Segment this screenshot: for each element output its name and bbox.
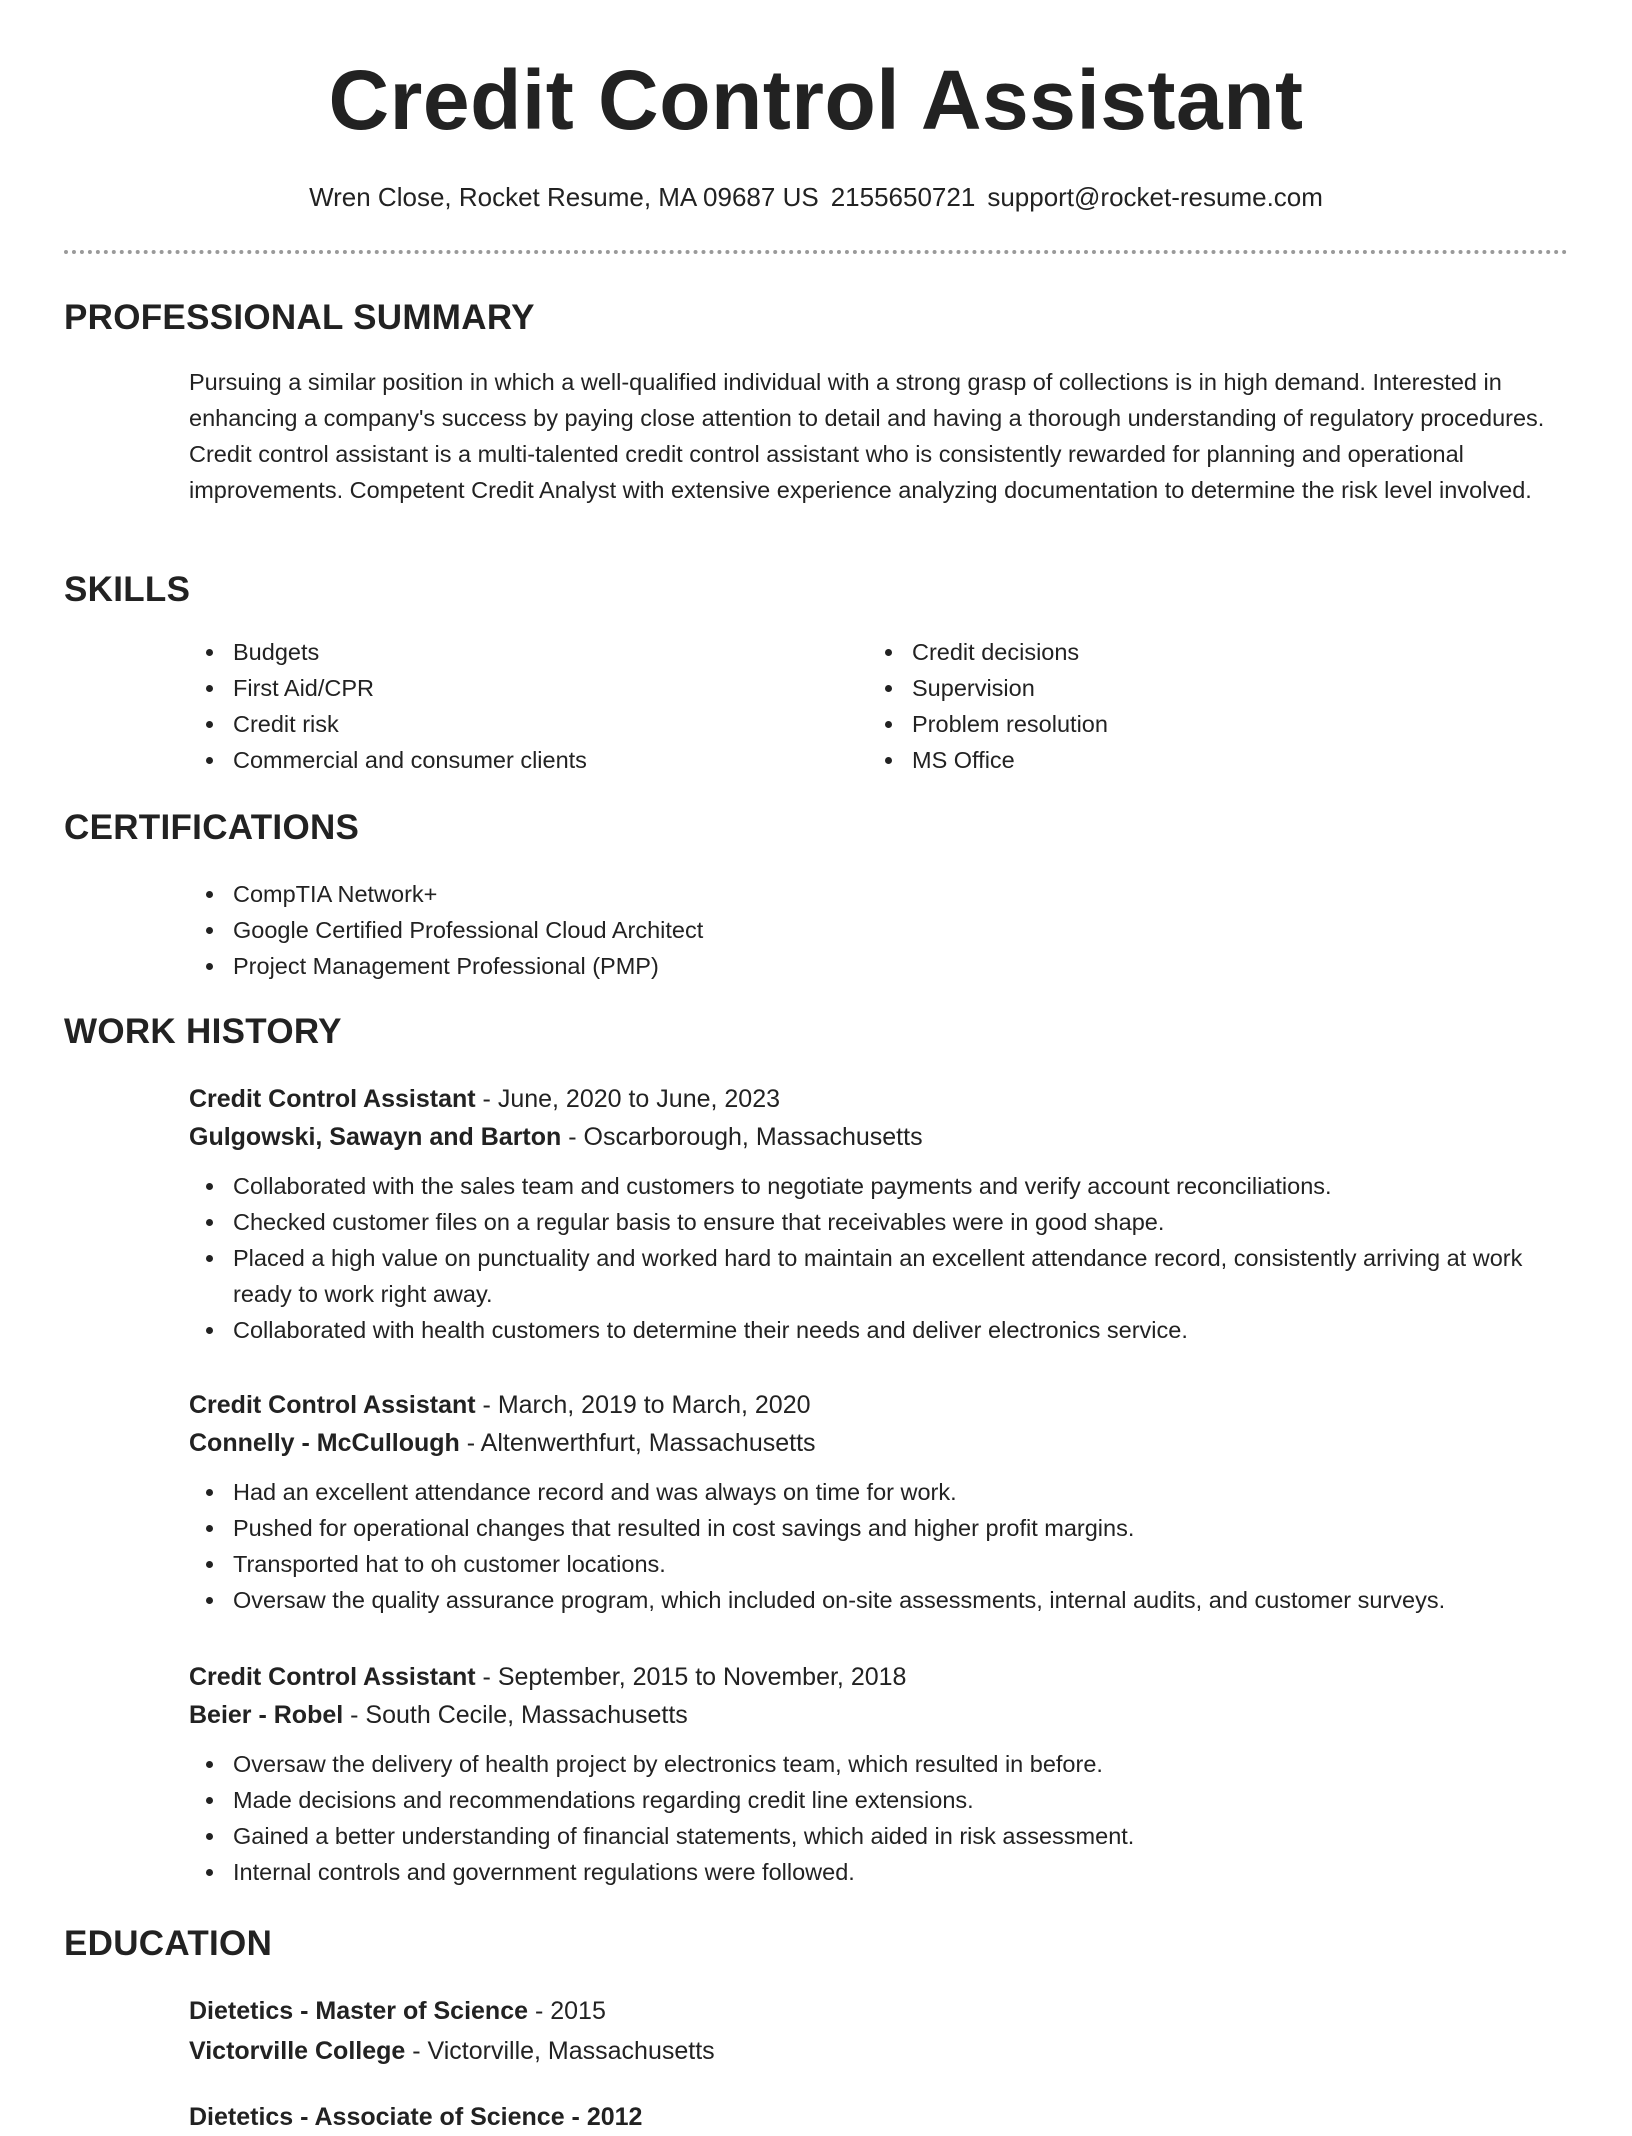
job-title-line xyxy=(189,1658,1569,1696)
education-degree-line-partial: Dietetics - Associate of Science - 2012 xyxy=(189,2103,643,2131)
education-degree-line xyxy=(189,1992,1569,2030)
contact-line xyxy=(0,182,1632,213)
job-company: Gulgowski, Sawayn and Barton xyxy=(189,1123,562,1151)
job-bullet: Placed a high value on punctuality and worked hard to maintain an excellent attendance record, consistently arriving at work ready to work right away. xyxy=(189,1240,1569,1312)
skill-item: Supervision xyxy=(868,670,1468,706)
certification-item: Project Management Professional (PMP) xyxy=(189,948,1569,984)
job-bullet: Gained a better understanding of financial statements, which aided in risk assessment. xyxy=(189,1818,1569,1854)
skill-item: Commercial and consumer clients xyxy=(189,742,789,778)
job-bullets xyxy=(189,1168,1569,1348)
education-location: - Victorville, Massachusetts xyxy=(405,2037,715,2065)
education-heading: EDUCATION xyxy=(64,1924,273,1963)
certification-item: Google Certified Professional Cloud Architect xyxy=(189,912,1569,948)
skill-item: Credit decisions xyxy=(868,634,1468,670)
contact-phone: 2155650721 xyxy=(830,182,976,212)
job-bullet: Oversaw the delivery of health project by electronics team, which resulted in before. xyxy=(189,1746,1569,1782)
job-dates: - June, 2020 to June, 2023 xyxy=(475,1085,781,1113)
job-entry xyxy=(189,1658,1569,1890)
skill-item: Credit risk xyxy=(189,706,789,742)
job-bullet: Collaborated with health customers to determine their needs and deliver electronics service. xyxy=(189,1312,1569,1348)
job-location: - Altenwerthfurt, Massachusetts xyxy=(459,1429,816,1457)
job-title-line xyxy=(189,1386,1569,1424)
job-location: - Oscarborough, Massachusetts xyxy=(561,1123,923,1151)
job-company-line xyxy=(189,1118,1569,1156)
job-role: Credit Control Assistant xyxy=(189,1663,476,1691)
education-school-line xyxy=(189,2032,1569,2070)
job-bullet: Pushed for operational changes that resulted in cost savings and higher profit margins. xyxy=(189,1510,1569,1546)
job-company-line xyxy=(189,1424,1569,1462)
summary-heading: PROFESSIONAL SUMMARY xyxy=(64,298,535,337)
job-bullets xyxy=(189,1746,1569,1890)
job-bullet: Collaborated with the sales team and customers to negotiate payments and verify account reconciliations. xyxy=(189,1168,1569,1204)
skill-item: Problem resolution xyxy=(868,706,1468,742)
education-year: - 2015 xyxy=(528,1997,606,2025)
work-history-heading: WORK HISTORY xyxy=(64,1012,342,1051)
job-title-line xyxy=(189,1080,1569,1118)
certification-item: CompTIA Network+ xyxy=(189,876,1569,912)
certifications-list xyxy=(189,876,1569,984)
job-company: Connelly - McCullough xyxy=(189,1429,460,1457)
job-role: Credit Control Assistant xyxy=(189,1391,476,1419)
job-entry xyxy=(189,1386,1569,1618)
education-school: Victorville College xyxy=(189,2037,406,2065)
candidate-name: Credit Control Assistant xyxy=(328,53,1304,147)
job-location: - South Cecile, Massachusetts xyxy=(343,1701,688,1729)
skills-heading: SKILLS xyxy=(64,570,191,609)
contact-address: Wren Close, Rocket Resume, MA 09687 US xyxy=(309,182,819,212)
header-divider xyxy=(64,250,1568,254)
job-bullet: Had an excellent attendance record and was always on time for work. xyxy=(189,1474,1569,1510)
skill-item: Budgets xyxy=(189,634,789,670)
job-company-line xyxy=(189,1696,1569,1734)
certifications-heading: CERTIFICATIONS xyxy=(64,808,360,847)
job-dates: - September, 2015 to November, 2018 xyxy=(475,1663,907,1691)
summary-text: Pursuing a similar position in which a well-qualified individual with a strong grasp of collections is in high demand. Interested in enhancing a company's success by paying close attention to detail and having a thorough understanding of regulatory procedures. Credit control assistant is a multi-talented credit control assistant who is consistently rewarded for planning and operational improvements. Competent Credit Analyst with extensive experience analyzing documentation to determine the risk level involved. xyxy=(189,369,1545,503)
job-bullets xyxy=(189,1474,1569,1618)
contact-email[interactable]: support@rocket-resume.com xyxy=(987,182,1323,212)
job-bullet: Oversaw the quality assurance program, which included on-site assessments, internal audits, and customer surveys. xyxy=(189,1582,1569,1618)
skills-list-right xyxy=(868,634,1468,778)
job-entry xyxy=(189,1080,1569,1348)
education-entry xyxy=(189,1992,1569,2136)
job-dates: - March, 2019 to March, 2020 xyxy=(475,1391,811,1419)
education-degree: Dietetics - Master of Science xyxy=(189,1997,529,2025)
job-bullet: Made decisions and recommendations regarding credit line extensions. xyxy=(189,1782,1569,1818)
job-bullet: Checked customer files on a regular basis to ensure that receivables were in good shape. xyxy=(189,1204,1569,1240)
job-company: Beier - Robel xyxy=(189,1701,344,1729)
job-role: Credit Control Assistant xyxy=(189,1085,476,1113)
job-bullet: Transported hat to oh customer locations. xyxy=(189,1546,1569,1582)
skill-item: MS Office xyxy=(868,742,1468,778)
skills-list-left xyxy=(189,634,789,778)
job-bullet: Internal controls and government regulations were followed. xyxy=(189,1854,1569,1890)
skill-item: First Aid/CPR xyxy=(189,670,789,706)
